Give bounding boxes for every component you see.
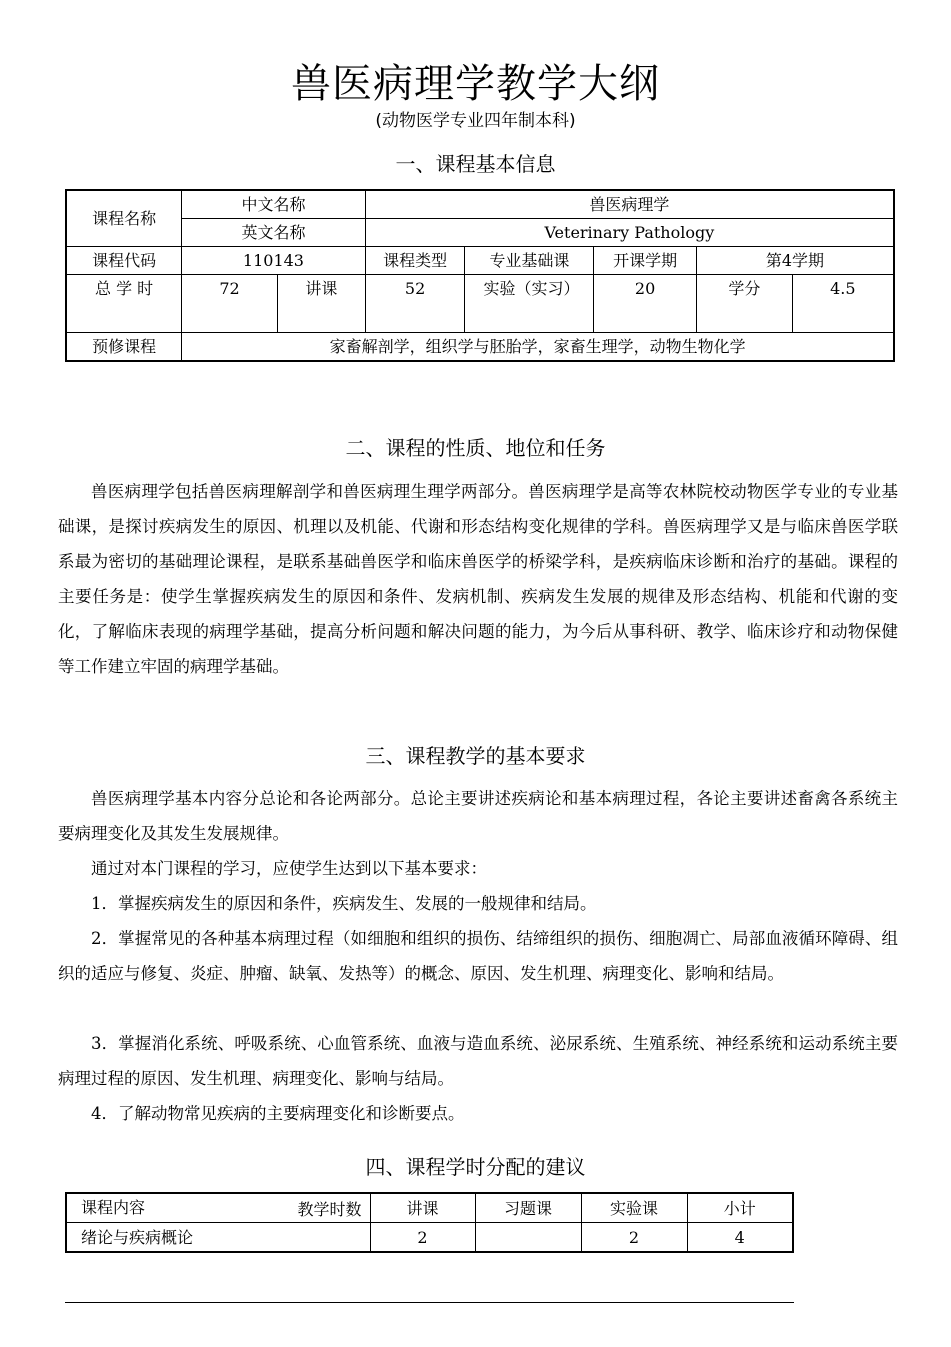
col-lecture-header: 讲课 — [370, 1193, 475, 1223]
total-hours-value: 72 — [182, 275, 278, 333]
col-subtotal-header: 小计 — [687, 1193, 793, 1223]
requirement-item-3: 3．掌握消化系统、呼吸系统、心血管系统、血液与造血系统、泌尿系统、生殖系统、神经系统和运动系统主要病理过程的原因、发生机理、病理变化、影响与结局。 — [58, 1034, 898, 1088]
lecture-value: 52 — [365, 275, 465, 333]
section-heading-4: 四、课程学时分配的建议 — [365, 1155, 586, 1179]
document-subtitle: (动物医学专业四年制本科) — [375, 111, 576, 131]
section-heading-2: 二、课程的性质、地位和任务 — [345, 436, 606, 460]
type-label: 课程类型 — [365, 247, 465, 275]
course-info-table — [65, 189, 895, 362]
prereq-value: 家畜解剖学，组织学与胚胎学，家畜生理学，动物生物化学 — [182, 333, 894, 362]
cn-name-value: 兽医病理学 — [365, 190, 894, 219]
section3-paragraph-1: 兽医病理学基本内容分总论和各论两部分。总论主要讲述疾病论和基本病理过程，各论主要讲述畜禽各系统主要病理变化及其发生发展规律。 — [58, 789, 898, 843]
col-exercise-header: 习题课 — [475, 1193, 581, 1223]
lab-value: 20 — [594, 275, 697, 333]
table-row — [66, 1223, 793, 1253]
hours-allocation-table — [65, 1192, 794, 1253]
document-title: 兽医病理学教学大纲 — [291, 61, 660, 107]
total-hours-label: 总 学 时 — [66, 275, 182, 333]
header-teaching-hours: 教学时数 — [297, 1200, 362, 1219]
credit-value: 4.5 — [792, 275, 894, 333]
type-value: 专业基础课 — [465, 247, 594, 275]
lecture-label: 讲课 — [277, 275, 365, 333]
term-value: 第4学期 — [696, 247, 894, 275]
requirement-item-2: 2．掌握常见的各种基本病理过程（如细胞和组织的损伤、结缔组织的损伤、细胞凋亡、局部血液循环障碍、组织的适应与修复、炎症、肿瘤、缺氧、发热等）的概念、原因、发生机理、病理变化、影响和结局。 — [58, 929, 898, 983]
section2-paragraph: 兽医病理学包括兽医病理解剖学和兽医病理生理学两部分。兽医病理学是高等农林院校动物医学专业的专业基础课，是探讨疾病发生的原因、机理以及机能、代谢和形态结构变化规律的学科。兽医病理学又是与临床兽医学联系最为密切的基础理论课程，是联系基础兽医学和临床兽医学的桥梁学科，是疾病临床诊断和治疗的基础。课程的主要任务是：使学生掌握疾病发生的原因和条件、发病机制、疾病发生发展的规律及形态结构、机能和代谢的变化，了解临床表现的病理学基础，提高分析问题和解决问题的能力，为今后从事科研、教学、临床诊疗和动物保健等工作建立牢固的病理学基础。 — [58, 482, 898, 676]
section3-paragraph-2: 通过对本门课程的学习，应使学生达到以下基本要求： — [91, 859, 487, 878]
requirement-item-4: 4．了解动物常见疾病的主要病理变化和诊断要点。 — [91, 1104, 465, 1123]
diagonal-header-cell — [66, 1193, 370, 1223]
section-heading-1: 一、课程基本信息 — [395, 152, 556, 176]
footer-divider — [65, 1302, 794, 1303]
course-name-label: 课程名称 — [66, 190, 182, 247]
row-lecture: 2 — [370, 1223, 475, 1253]
section-heading-3: 三、课程教学的基本要求 — [365, 744, 586, 768]
code-label: 课程代码 — [66, 247, 182, 275]
row-exercise — [475, 1223, 581, 1253]
en-name-label: 英文名称 — [182, 219, 366, 247]
prereq-label: 预修课程 — [66, 333, 182, 362]
lab-label: 实验（实习） — [465, 275, 594, 333]
code-value: 110143 — [182, 247, 366, 275]
en-name-value: Veterinary Pathology — [365, 219, 894, 247]
cn-name-label: 中文名称 — [182, 190, 366, 219]
col-lab-header: 实验课 — [581, 1193, 687, 1223]
term-label: 开课学期 — [594, 247, 697, 275]
requirement-item-1: 1．掌握疾病发生的原因和条件，疾病发生、发展的一般规律和结局。 — [91, 894, 597, 913]
credit-label: 学分 — [696, 275, 792, 333]
header-course-content: 课程内容 — [81, 1198, 146, 1217]
row-lab: 2 — [581, 1223, 687, 1253]
row-subtotal: 4 — [687, 1223, 793, 1253]
row-content: 绪论与疾病概论 — [66, 1223, 370, 1253]
